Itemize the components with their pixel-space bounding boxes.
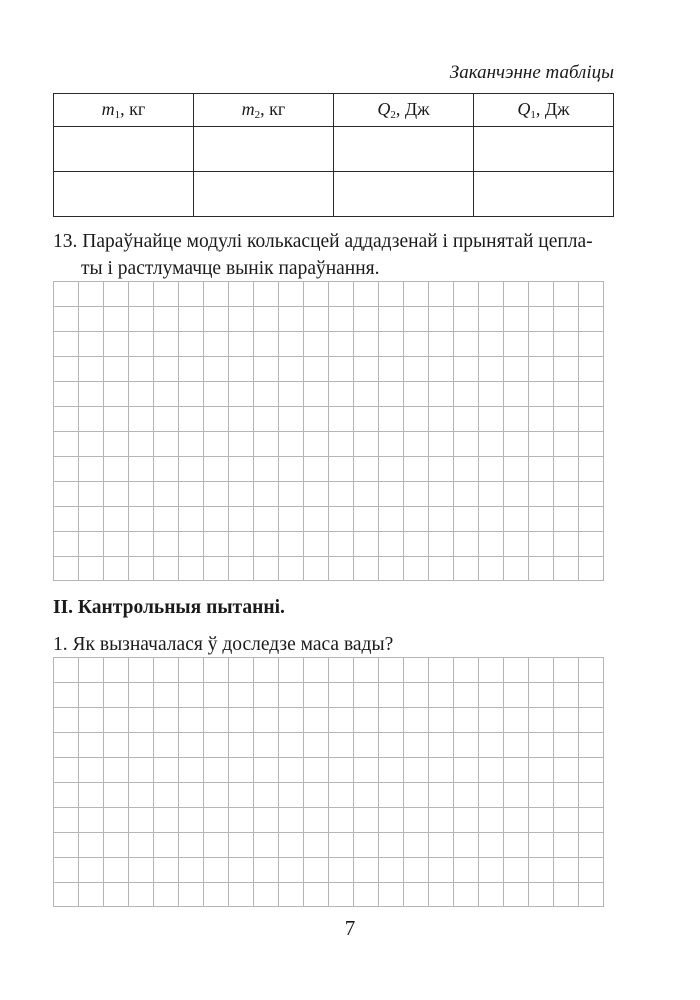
- table-cell[interactable]: [54, 127, 194, 172]
- table-row: [54, 127, 614, 172]
- question-13: [53, 228, 613, 282]
- table-header-row: [54, 94, 614, 127]
- header-q2-unit: , Дж: [395, 99, 430, 119]
- question-1-number: 1.: [53, 634, 68, 655]
- table-cell[interactable]: [54, 172, 194, 217]
- table-cell[interactable]: [194, 172, 334, 217]
- table-cell[interactable]: [194, 127, 334, 172]
- header-m2: [194, 94, 334, 127]
- table-cell[interactable]: [334, 127, 474, 172]
- question-1: [53, 631, 613, 658]
- header-q1-subscript: 1: [530, 109, 536, 121]
- table-cell[interactable]: [474, 127, 614, 172]
- answer-grid-question-1[interactable]: [53, 657, 604, 907]
- table-caption: Заканчэнне табліцы: [449, 62, 614, 83]
- header-m1-unit: , кг: [120, 99, 146, 119]
- question-13-text-2: ты і растлумачце вынік параўнання.: [81, 258, 380, 279]
- page-number: 7: [344, 916, 356, 940]
- question-13-line-1: [53, 228, 613, 255]
- header-m1-symbol: m: [101, 99, 115, 119]
- table-cell[interactable]: [334, 172, 474, 217]
- header-q2-symbol: Q: [377, 99, 391, 119]
- results-table: [53, 93, 614, 217]
- table-row: [54, 172, 614, 217]
- header-m2-unit: , кг: [260, 99, 286, 119]
- section-heading: II. Кантрольныя пытанні.: [53, 597, 285, 618]
- header-m1: [54, 94, 194, 127]
- question-1-text: Як вызначалася ў доследзе маса вады?: [72, 634, 394, 655]
- table-cell[interactable]: [474, 172, 614, 217]
- question-13-text-1: Параўнайце модулі колькасцей аддадзенай і прынятай цепла-: [82, 231, 593, 252]
- header-m2-subscript: 2: [254, 109, 261, 121]
- header-m2-symbol: m: [241, 99, 255, 119]
- header-q1: [474, 94, 614, 127]
- header-q2-subscript: 2: [390, 109, 396, 121]
- question-13-number: 13.: [53, 231, 78, 252]
- header-q1-symbol: Q: [517, 99, 531, 119]
- answer-grid-question-13[interactable]: [53, 281, 604, 581]
- header-q1-unit: , Дж: [535, 99, 570, 119]
- header-q2: [334, 94, 474, 127]
- header-m1-subscript: 1: [114, 109, 121, 121]
